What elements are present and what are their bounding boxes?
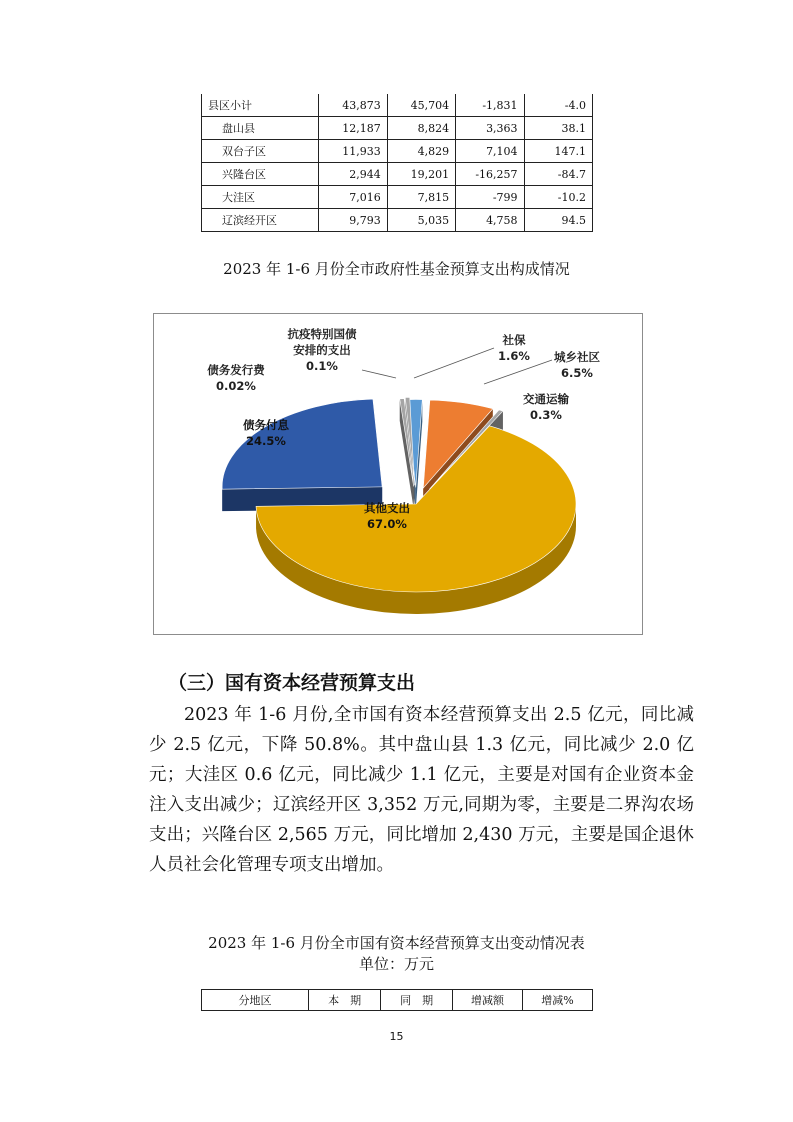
page-number: 15	[389, 1030, 404, 1043]
pie-chart	[153, 313, 643, 635]
slice-name-label: 债务付息	[243, 418, 289, 432]
table-row	[202, 140, 593, 163]
slice-value-label: 1.6%	[498, 349, 530, 363]
slice-value-label: 6.5%	[561, 366, 593, 380]
label-leader-line	[484, 360, 552, 384]
change-cell: -1,831	[456, 94, 524, 117]
header-cell-change: 增减额	[453, 990, 523, 1011]
header-cell-current: 本 期	[309, 990, 381, 1011]
section-title: （三）国有资本经营预算支出	[168, 672, 416, 694]
previous-cell: 7,815	[387, 186, 455, 209]
slice-name-label: 交通运输	[523, 392, 569, 406]
region-cell: 盘山县	[202, 117, 319, 140]
region-cell: 双台子区	[202, 140, 319, 163]
table2-unit: 单位：万元	[358, 955, 434, 973]
current-cell: 7,016	[319, 186, 387, 209]
pct-cell: -4.0	[524, 94, 592, 117]
chart-caption: 2023 年 1-6 月份全市政府性基金预算支出构成情况	[223, 260, 570, 278]
pie-chart-svg	[154, 314, 642, 634]
state-capital-table	[201, 989, 593, 1011]
table-row	[202, 94, 593, 117]
current-cell: 11,933	[319, 140, 387, 163]
region-cell: 大洼区	[202, 186, 319, 209]
table2-caption: 2023 年 1-6 月份全市国有资本经营预算支出变动情况表	[208, 934, 585, 952]
previous-cell: 8,824	[387, 117, 455, 140]
previous-cell: 5,035	[387, 209, 455, 232]
change-cell: 3,363	[456, 117, 524, 140]
slice-name-label: 债务发行费	[207, 363, 265, 377]
label-leader-line	[362, 370, 396, 378]
slice-name-label: 城乡社区	[554, 350, 600, 364]
table-row	[202, 163, 593, 186]
current-cell: 9,793	[319, 209, 387, 232]
change-cell: 4,758	[456, 209, 524, 232]
pct-cell: -10.2	[524, 186, 592, 209]
header-cell-previous: 同 期	[381, 990, 453, 1011]
current-cell: 12,187	[319, 117, 387, 140]
previous-cell: 19,201	[387, 163, 455, 186]
change-cell: 7,104	[456, 140, 524, 163]
change-cell: -799	[456, 186, 524, 209]
header-cell-pct: 增减%	[522, 990, 592, 1011]
header-cell-region: 分地区	[202, 990, 309, 1011]
slice-value-label: 0.1%	[306, 359, 338, 373]
body-paragraph-text: 2023 年 1-6 月份,全市国有资本经营预算支出 2.5 亿元，同比减少 2.5 亿元，下降 50.8%。其中盘山县 1.3 亿元，同比减少 2.0 亿元；大洼区 0.6 亿元，同比减少 1.1 亿元，主要是对国有企业资本金注入支出减少；辽滨经开区 3,352 万元,同期为零，主要是二界沟农场支出；兴隆台区 2,565 万元，同比增加 2,430 万元，主要是国企退休人员社会化管理专项支出增加。	[149, 705, 694, 875]
pct-cell: -84.7	[524, 163, 592, 186]
table-header-row	[202, 990, 593, 1011]
change-cell: -16,257	[456, 163, 524, 186]
label-leader-line	[414, 348, 494, 378]
slice-value-label: 24.5%	[246, 434, 286, 448]
regional-expenditure-table	[201, 94, 593, 232]
table-row	[202, 117, 593, 140]
table-row	[202, 186, 593, 209]
pct-cell: 147.1	[524, 140, 592, 163]
pct-cell: 38.1	[524, 117, 592, 140]
slice-value-label: 0.3%	[530, 408, 562, 422]
table-row	[202, 209, 593, 232]
slice-name-label: 其他支出	[364, 501, 410, 515]
region-cell: 县区小计	[202, 94, 319, 117]
current-cell: 2,944	[319, 163, 387, 186]
pct-cell: 94.5	[524, 209, 592, 232]
region-cell: 辽滨经开区	[202, 209, 319, 232]
previous-cell: 4,829	[387, 140, 455, 163]
slice-name-label: 抗疫特别国债	[287, 327, 357, 341]
region-cell: 兴隆台区	[202, 163, 319, 186]
body-paragraph	[149, 700, 694, 880]
previous-cell: 45,704	[387, 94, 455, 117]
slice-name-label: 社保	[502, 333, 526, 347]
slice-name-label: 安排的支出	[293, 343, 351, 357]
slice-value-label: 0.02%	[216, 379, 256, 393]
current-cell: 43,873	[319, 94, 387, 117]
slice-value-label: 67.0%	[367, 517, 407, 531]
